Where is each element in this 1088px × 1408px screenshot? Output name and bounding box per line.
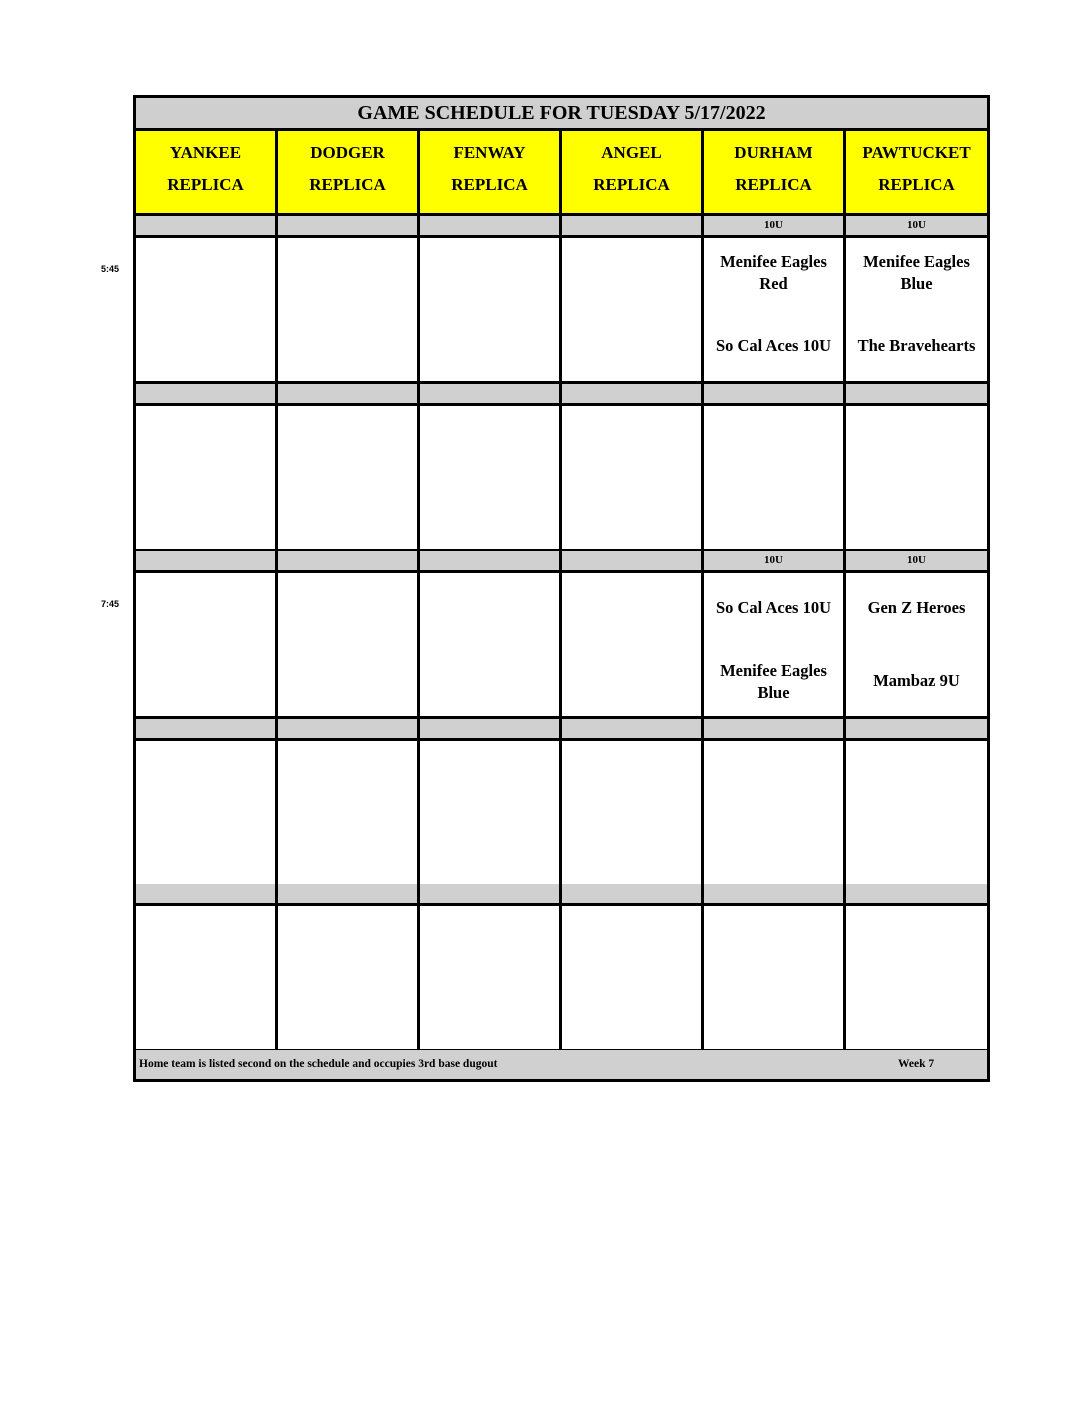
schedule-title: GAME SCHEDULE FOR TUESDAY 5/17/2022 (136, 98, 987, 131)
division-label: 10U (846, 551, 987, 573)
division-band (562, 884, 704, 906)
game-cell-pawtucket-545 (846, 238, 987, 384)
field-type: REPLICA (878, 175, 955, 194)
division-label: 10U (704, 216, 846, 238)
game-cell (278, 741, 420, 887)
division-band (704, 719, 846, 741)
game-cell (562, 573, 704, 719)
game-cell (704, 741, 846, 887)
field-header-yankee (136, 131, 278, 216)
division-band (420, 384, 562, 406)
field-type: REPLICA (593, 175, 670, 194)
division-band (704, 884, 846, 906)
game-cell (136, 406, 278, 552)
game-cell (136, 906, 278, 1052)
division-band (846, 884, 987, 906)
time-label-545: 5:45 (101, 264, 120, 274)
game-cell-durham-745 (704, 573, 846, 719)
division-label (562, 551, 704, 573)
field-header-fenway (420, 131, 562, 216)
game-cell (420, 406, 562, 552)
field-name: DURHAM (734, 143, 813, 162)
game-cell (136, 238, 278, 384)
away-team: Menifee Eagles Red (720, 252, 827, 293)
division-label (420, 551, 562, 573)
field-name: ANGEL (601, 143, 662, 162)
division-band (704, 384, 846, 406)
home-team: So Cal Aces 10U (715, 336, 832, 355)
division-band (278, 719, 420, 741)
division-band (420, 719, 562, 741)
field-type: REPLICA (167, 175, 244, 194)
field-header-durham (704, 131, 846, 216)
away-team: So Cal Aces 10U (715, 598, 832, 617)
home-team-note: Home team is listed second on the schedule and occupies 3rd base dugout (139, 1058, 498, 1070)
home-team: Mambaz 9U (873, 671, 960, 690)
division-band (420, 884, 562, 906)
game-cell (136, 573, 278, 719)
game-cell (846, 906, 987, 1052)
division-label: 10U (704, 551, 846, 573)
game-cell (420, 573, 562, 719)
field-type: REPLICA (735, 175, 812, 194)
game-cell (704, 906, 846, 1052)
division-band (278, 384, 420, 406)
game-cell (420, 238, 562, 384)
division-label (562, 216, 704, 238)
game-cell (704, 406, 846, 552)
division-band (846, 719, 987, 741)
schedule-sheet (133, 95, 990, 1082)
field-name: DODGER (310, 143, 385, 162)
game-cell (278, 406, 420, 552)
game-cell-pawtucket-745 (846, 573, 987, 719)
division-label (278, 216, 420, 238)
game-cell (278, 573, 420, 719)
division-label (136, 216, 278, 238)
away-team: Menifee Eagles Blue (863, 252, 970, 293)
game-cell (846, 741, 987, 887)
division-band (562, 384, 704, 406)
away-team: Gen Z Heroes (867, 598, 966, 617)
schedule-footer (136, 1050, 987, 1079)
division-label: 10U (846, 216, 987, 238)
division-band (136, 884, 278, 906)
game-cell (562, 238, 704, 384)
home-team: The Bravehearts (857, 336, 976, 355)
field-name: PAWTUCKET (862, 143, 971, 162)
division-band (562, 719, 704, 741)
field-header-dodger (278, 131, 420, 216)
game-cell (562, 406, 704, 552)
game-cell (562, 906, 704, 1052)
field-name: YANKEE (169, 143, 242, 162)
division-label (420, 216, 562, 238)
division-label (278, 551, 420, 573)
home-team: Menifee Eagles Blue (720, 661, 827, 702)
field-name: FENWAY (453, 143, 526, 162)
division-band (846, 384, 987, 406)
game-cell (846, 406, 987, 552)
division-band (136, 384, 278, 406)
game-cell (562, 741, 704, 887)
field-header-angel (562, 131, 704, 216)
game-cell (278, 906, 420, 1052)
game-cell (420, 741, 562, 887)
division-label (136, 551, 278, 573)
division-band (278, 884, 420, 906)
game-cell (136, 741, 278, 887)
division-band (136, 719, 278, 741)
field-type: REPLICA (451, 175, 528, 194)
field-header-pawtucket (846, 131, 987, 216)
time-label-745: 7:45 (101, 599, 120, 609)
game-cell (420, 906, 562, 1052)
field-type: REPLICA (309, 175, 386, 194)
week-label: Week 7 (898, 1058, 935, 1070)
game-cell (278, 238, 420, 384)
game-cell-durham-545 (704, 238, 846, 384)
